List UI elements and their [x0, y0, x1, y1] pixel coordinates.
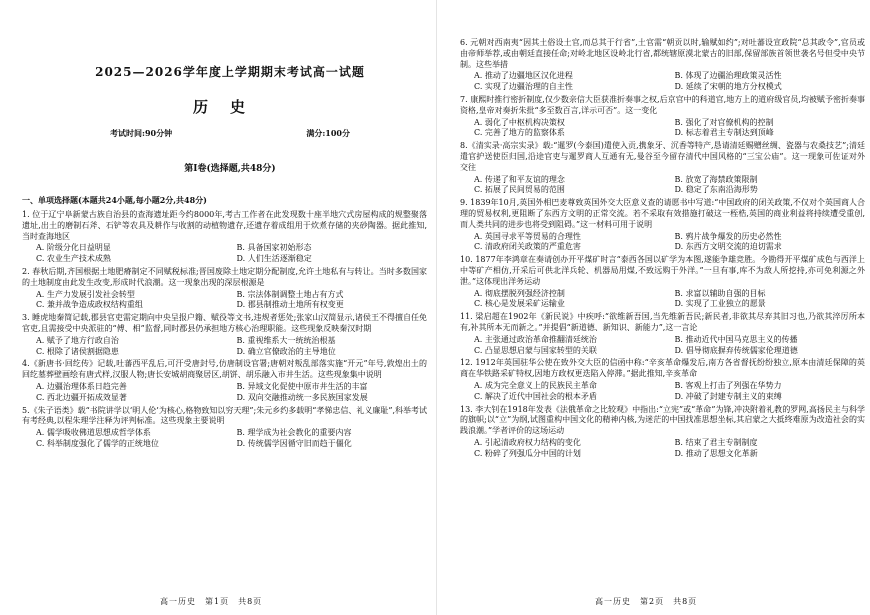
question-option: B. 宗法体制调整土地占有方式: [236, 289, 344, 299]
question-option: A. 边疆治理体系日趋完善: [36, 381, 127, 391]
question-item: [22, 210, 427, 265]
exam-title: 2025—2026学年度上学期期末考试高一试题: [95, 65, 365, 79]
question-option: C. 解决了近代中国社会的根本矛盾: [474, 391, 597, 401]
question-item: [460, 312, 865, 356]
question-options: [36, 382, 427, 404]
question-stem: 5.《朱子语类》载“书院讲学以‘明人伦’为核心,格物致知以穷天理”;朱元乡约多载明“孝悌忠信、礼义廉耻”,科举考试有考经典,以程朱理学注释为评判标准。这些现象主要说明: [22, 405, 427, 426]
question-stem: 13. 李大钊在1918年发表《法俄革命之比较观》中指出:“立宪”或“革命”为锋,冲决附着礼教的罗网,高扬民主与科学的旗帜;以“立”为纲,试图重构中国文化的精神内核,为迷茫的中国找准思想坐标,其启蒙之大抵终难原为改造社会的实践浪潮。”学者评价的这场运动: [460, 404, 865, 436]
question-options: [474, 438, 865, 460]
question-options: [36, 243, 427, 265]
right-question-list: [460, 38, 865, 461]
question-option: D. 实现了工业独立的愿景: [674, 299, 766, 309]
question-option: C. 根除了诸侯割据隐患: [36, 346, 119, 356]
question-option: B. 结束了君主专制制度: [674, 437, 758, 447]
question-stem: 2. 春秋后期,齐国根据土地肥瘠制定不同赋税标准;晋国废除土地定期分配制度,允许土地私有与转让。当时多数国家的土地制度由此发生改变,形成时代浪潮。这一现象出现的深层根源是: [22, 266, 427, 287]
question-stem: 6. 元朝对西南夷“因其土俗设土官,而总其于行省”,土官需“朝贡以时,输赋如约”;对吐蕃设宣政院“总其政令”,官员或由帝师举荐,或由朝廷直接任命;对岭北地区设岭北行省,都统辖原漠北蒙古的旧部,保留部族首领世袭名号但受中央节制。这些举措: [460, 38, 865, 69]
footer-left: 高一历史 第1页 共8页: [160, 597, 263, 606]
footer-right: 高一历史 第2页 共8页: [595, 597, 698, 606]
question-options: [474, 71, 865, 93]
question-options: [474, 118, 865, 140]
exam-meta: [110, 128, 350, 139]
question-item: [22, 313, 427, 357]
question-option: B. 客观上打击了列强在华势力: [674, 380, 782, 390]
question-option: A. 儒学吸收佛道思想成哲学体系: [36, 428, 151, 438]
question-option: C. 实现了边疆治理的自主性: [474, 82, 573, 92]
question-option: D. 冲破了封建专制主义的束缚: [674, 391, 782, 401]
question-option: C. 清政府闭关政策的严重危害: [474, 242, 581, 252]
question-option: D. 双向交融推动统一多民族国家发展: [236, 392, 368, 402]
question-option: B. 鸦片战争爆发的历史必然性: [674, 231, 782, 241]
question-stem: 3. 睡虎地秦简记载,郡县官吏需定期向中央呈报户籍、赋役等文书,违规者惩处;张家山汉简显示,诸侯王不得擅自任免官吏,且需接受中央派驻的“傅、相”监督,同时郡县仍承担地方核心治理职能。这些现象反映秦汉时期: [22, 313, 427, 333]
question-option: D. 东西方文明交流的迫切需求: [674, 242, 782, 252]
question-options: [36, 428, 427, 450]
part-heading: 第Ⅰ卷(选择题,共48分): [184, 164, 276, 174]
question-option: A. 主张通过政治革命推翻清廷统治: [474, 334, 597, 344]
question-stem: 12. 1912年英国驻华公使在致外交大臣的信函中称:“辛亥革命爆发后,南方各省督抚纷纷独立,原本由清廷保障的英商在华铁路采矿特权,因地方政权更迭陷入停滞。”据此推知,辛亥革命: [460, 358, 865, 379]
question-option: B. 理学成为社会教化的重要内容: [236, 428, 352, 438]
question-option: A. 英国寻求平等贸易的合理性: [474, 231, 581, 241]
question-item: [460, 358, 865, 402]
exam-score: 满分:100分: [306, 128, 350, 138]
question-option: C. 完善了地方的监察体系: [474, 128, 565, 138]
section-heading: 一、单项选择题(本题共24小题,每小题2分,共48分): [22, 195, 207, 205]
question-options: [474, 175, 865, 197]
question-option: A. 彻底摆脱列强经济控制: [474, 288, 565, 298]
question-option: C. 农业生产技术成熟: [36, 254, 111, 264]
question-item: [22, 406, 427, 450]
question-item: [460, 255, 865, 310]
question-option: D. 人们生活逐渐稳定: [236, 254, 312, 264]
question-option: A. 传递了和平友谊的理念: [474, 174, 565, 184]
question-option: D. 倡导彻底摒弃传统儒家伦理道德: [674, 345, 798, 355]
question-option: D. 确立官僚政治的主导地位: [236, 346, 336, 356]
question-option: C. 凸显思想启蒙与国家转型的关联: [474, 345, 597, 355]
question-option: A. 引起清政府权力结构的变化: [474, 437, 581, 447]
page-divider: [436, 0, 437, 615]
question-option: D. 标志着君主专制达到顶峰: [674, 128, 774, 138]
question-option: A. 成为完全意义上的民族民主革命: [474, 380, 597, 390]
question-option: D. 延续了宋朝的地方分权模式: [674, 82, 782, 92]
exam-time: 考试时间:90分钟: [110, 128, 173, 138]
question-option: D. 郡县制推动土地所有权变更: [236, 300, 344, 310]
question-option: B. 强化了对官僚机构的控制: [674, 117, 774, 127]
question-option: D. 稳定了东南沿海形势: [674, 185, 758, 195]
question-stem: 7. 康熙时推行密折制度,仅少数亲信大臣获准折奏事之权,后京官中的科道官,地方上的道府级官员,均被赋予密折奏事资格,皇帝对奏折朱批“多至数百言,详示可否”。这一变化: [460, 94, 865, 115]
question-option: C. 粉碎了列强瓜分中国的计划: [474, 448, 581, 458]
question-stem: 11. 梁启超在1902年《新民说》中疾呼:“欲维新吾国,当先维新吾民;新民者,非欲其尽弃其旧习也,乃欲其淬厉所本有,补其所本无而新之。”并提倡“新道德、新知识、新能力”,这一言论: [460, 312, 865, 332]
question-item: [460, 198, 865, 253]
question-option: A. 推动了边疆地区汉化进程: [474, 71, 573, 81]
question-option: D. 推动了思想文化革新: [674, 448, 758, 458]
question-option: C. 兼并战争造成政权结构重组: [36, 300, 143, 310]
question-options: [474, 232, 865, 254]
question-stem: 4.《新唐书·回纥传》记载,吐蕃西平乱后,可汗受唐封号,仿唐制设官署;唐朝对叛乱部落实施“开元”年号,敦煌出土的回纥墓葬壁画绘有唐式样,汉服人物;唐长安城胡商聚居区,胡饼、胡乐融入市井生活。这些现象集中说明: [22, 359, 427, 380]
question-option: B. 体现了边疆治理政策灵活性: [674, 71, 782, 81]
question-option: C. 核心是发展采矿运输业: [474, 299, 565, 309]
question-item: [460, 141, 865, 196]
question-option: C. 西北边疆开拓成效显著: [36, 392, 127, 402]
question-item: [460, 38, 865, 93]
question-option: A. 弱化了中枢机构决策权: [474, 117, 565, 127]
question-option: B. 具备国家初始形态: [236, 243, 312, 253]
question-option: B. 求富以辅助自强的目标: [674, 288, 766, 298]
question-options: [36, 336, 427, 358]
question-option: B. 推动近代中国马克思主义的传播: [674, 334, 798, 344]
question-options: [474, 381, 865, 403]
left-question-list: [22, 210, 427, 452]
question-options: [474, 289, 865, 311]
question-option: C. 科举制度强化了儒学的正统地位: [36, 438, 159, 448]
question-stem: 8.《清实录·高宗实录》载:“暹罗(今泰国)遣使入贡,携象牙、沉香等特产,恳请清廷赐赠丝绸、瓷器与农桑技艺”;清廷遣官护送使臣归国,沿途官吏与暹罗商人互通有无,曼谷至今留存清代中国风格的“三宝公庙”。这一现象可佐证对外交往: [460, 141, 865, 172]
question-option: A. 生产力发展引发社会转型: [36, 289, 135, 299]
question-stem: 9. 1839年10月,英国外相巴麦尊致英国外交大臣意义查的请愿书中写道:“中国政府的闭关政策,不仅对个英国商人合理的贸易权利,更阻断了东西方文明的正常交流。若不采取有效措施打破这一桎梏,英国的商业利益将持续遭受重创,而人类共同的进步也将受到阻碍。”这一材料可用于说明: [460, 198, 865, 229]
question-option: B. 异域文化促使中原市井生活的丰富: [236, 381, 368, 391]
question-stem: 10. 1877年李鸿章在奏请创办开平煤矿时言“泰西各国以矿学为本图,遂能争雄竞胜。今勘得开平煤矿成色与西洋上中等矿产相仿,开采后可供北洋兵轮、机器局用煤,不致远购于外洋。”一旦有事,库不为敌人所挖持,亦可免利源之外泄。”这体现出洋务运动: [460, 255, 865, 286]
question-item: [460, 405, 865, 460]
question-option: D. 传统儒学因循守旧而趋于僵化: [236, 438, 352, 448]
question-item: [460, 95, 865, 139]
question-stem: 1. 位于辽宁阜新蒙古族自治县的查海遗址距今约8000年,考古工作者在此发现数十座半地穴式房屋构成的规整聚落遗址,出土的磨制石斧、石铲等农具及耕作与收割的动植物遗存,还遗存着成组用于炊煮存储的夹砂陶器。据此推知,当时查海地区: [22, 210, 427, 241]
question-option: B. 重视维系大一统统治根基: [236, 335, 336, 345]
question-option: C. 拓展了民间贸易的范围: [474, 185, 565, 195]
question-options: [474, 335, 865, 357]
question-item: [22, 267, 427, 311]
question-item: [22, 359, 427, 403]
question-option: A. 阶级分化日益明显: [36, 243, 111, 253]
subject-title: 历史: [192, 98, 267, 116]
question-options: [36, 290, 427, 312]
question-option: A. 赋予了地方行政自治: [36, 335, 119, 345]
question-option: B. 放宽了海禁政策限制: [674, 174, 758, 184]
